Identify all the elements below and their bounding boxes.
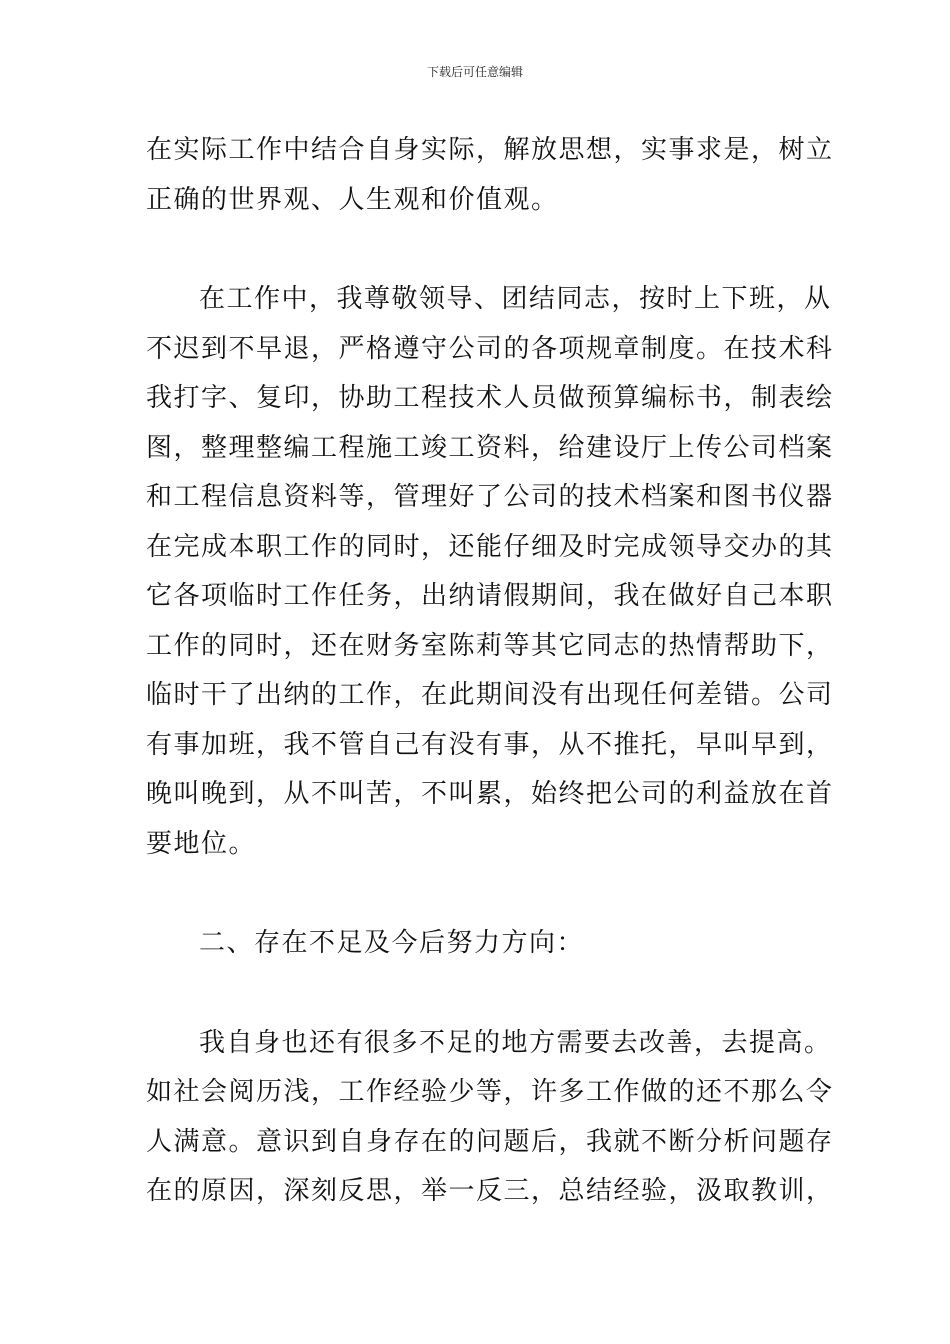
document-body bbox=[146, 126, 834, 1217]
text-line: 如社会阅历浅，工作经验少等，许多工作做的还不那么令 bbox=[146, 1077, 834, 1107]
paragraph-gap bbox=[146, 225, 806, 275]
page-header: 下载后可任意编辑 bbox=[426, 65, 523, 79]
paragraph-gap bbox=[146, 969, 806, 1019]
text-line: 有事加班，我不管自己有没有事，从不推托，早叫早到， bbox=[146, 729, 834, 760]
text-line: 我打字、复印，协助工程技术人员做预算编标书，制表绘 bbox=[146, 383, 834, 413]
text-line: 在的原因，深刻反思，举一反三，总结经验，汲取教训， bbox=[146, 1176, 834, 1206]
text-line: 图，整理整编工程施工竣工资料，给建设厅上传公司档案 bbox=[146, 432, 834, 463]
text-line: 在完成本职工作的同时，还能仔细及时完成领导交办的其 bbox=[146, 531, 834, 562]
text-line: 不迟到不早退，严格遵守公司的各项规章制度。在技术科 bbox=[146, 333, 834, 364]
text-line: 和工程信息资料等，管理好了公司的技术档案和图书仪器 bbox=[146, 482, 834, 512]
paragraph-gap bbox=[146, 869, 806, 919]
text-line: 在工作中，我尊敬领导、团结同志，按时上下班，从 bbox=[199, 284, 832, 314]
paragraph-2 bbox=[146, 275, 834, 869]
text-line: 在实际工作中结合自身实际，解放思想，实事求是，树立 bbox=[146, 135, 834, 165]
text-line: 我自身也还有很多不足的地方需要去改善，去提高。 bbox=[199, 1027, 832, 1058]
text-line: 晚叫晚到，从不叫苦，不叫累，始终把公司的利益放在首 bbox=[146, 779, 834, 809]
text-line: 二、存在不足及今后努力方向： bbox=[199, 928, 585, 958]
text-line: 要地位。 bbox=[146, 828, 257, 859]
section-heading bbox=[146, 919, 806, 969]
paragraph-1 bbox=[146, 126, 834, 225]
text-line: 人满意。意识到自身存在的问题后，我就不断分析问题存 bbox=[146, 1126, 834, 1157]
text-line: 正确的世界观、人生观和价值观。 bbox=[146, 184, 559, 215]
text-line: 它各项临时工作任务，出纳请假期间，我在做好自己本职 bbox=[146, 581, 834, 611]
paragraph-3 bbox=[146, 1019, 834, 1217]
text-line: 临时干了出纳的工作，在此期间没有出现任何差错。公司 bbox=[146, 680, 834, 710]
text-line: 工作的同时，还在财务室陈莉等其它同志的热情帮助下， bbox=[146, 630, 834, 661]
